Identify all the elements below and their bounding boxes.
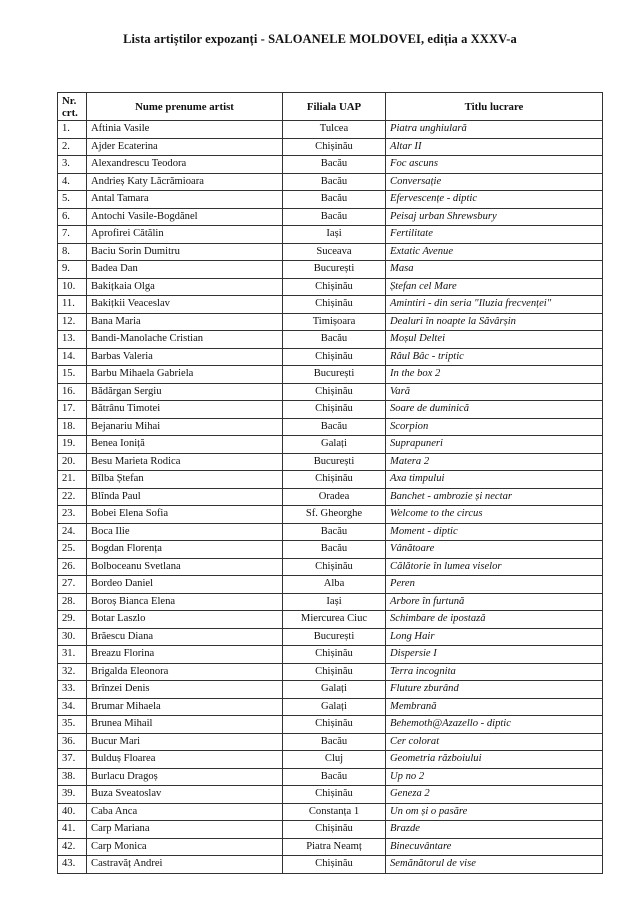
name-cell: Bejanariu Mihai [87,418,283,436]
nr-cell: 33. [58,681,87,699]
titlu-cell: Matera 2 [386,453,603,471]
table-header-row [58,93,603,121]
table-row [58,401,603,419]
filiala-cell: Bacău [283,331,386,349]
artists-table [57,92,603,874]
titlu-cell: Banchet - ambrozie și nectar [386,488,603,506]
titlu-cell: Scorpion [386,418,603,436]
table-row [58,681,603,699]
titlu-cell: Ștefan cel Mare [386,278,603,296]
filiala-cell: Miercurea Ciuc [283,611,386,629]
titlu-cell: Long Hair [386,628,603,646]
titlu-cell: Dealuri în noapte la Săvârșin [386,313,603,331]
table-row [58,786,603,804]
name-cell: Bana Maria [87,313,283,331]
name-cell: Bakițkii Veaceslav [87,296,283,314]
name-cell: Bandi-Manolache Cristian [87,331,283,349]
filiala-cell: Chișinău [283,646,386,664]
nr-cell: 7. [58,226,87,244]
name-cell: Bolboceanu Svetlana [87,558,283,576]
nr-cell: 23. [58,506,87,524]
titlu-cell: Amintiri - din seria "Iluzia frecvenței" [386,296,603,314]
nr-cell: 20. [58,453,87,471]
table-row [58,418,603,436]
filiala-cell: Sf. Gheorghe [283,506,386,524]
header-titlu: Titlu lucrare [386,93,603,121]
nr-cell: 39. [58,786,87,804]
titlu-cell: Masa [386,261,603,279]
filiala-cell: Iași [283,593,386,611]
table-row [58,733,603,751]
nr-cell: 13. [58,331,87,349]
nr-cell: 1. [58,121,87,139]
table-row [58,506,603,524]
name-cell: Bucur Mari [87,733,283,751]
name-cell: Alexandrescu Teodora [87,156,283,174]
titlu-cell: In the box 2 [386,366,603,384]
filiala-cell: Timișoara [283,313,386,331]
filiala-cell: Oradea [283,488,386,506]
name-cell: Blînda Paul [87,488,283,506]
header-nr-line2: crt. [62,106,78,119]
filiala-cell: Galați [283,436,386,454]
filiala-cell: București [283,628,386,646]
table-row [58,751,603,769]
table-row [58,313,603,331]
titlu-cell: Fluture zburând [386,681,603,699]
filiala-cell: Chișinău [283,138,386,156]
name-cell: Besu Marieta Rodica [87,453,283,471]
name-cell: Bulduș Floarea [87,751,283,769]
name-cell: Botar Laszlo [87,611,283,629]
filiala-cell: Chișinău [283,716,386,734]
nr-cell: 6. [58,208,87,226]
table-row [58,611,603,629]
name-cell: Carp Monica [87,838,283,856]
nr-cell: 36. [58,733,87,751]
table-row [58,138,603,156]
nr-cell: 21. [58,471,87,489]
titlu-cell: Membrană [386,698,603,716]
table-row [58,523,603,541]
titlu-cell: Soare de duminică [386,401,603,419]
name-cell: Caba Anca [87,803,283,821]
filiala-cell: Chișinău [283,471,386,489]
table-row [58,383,603,401]
filiala-cell: Suceava [283,243,386,261]
titlu-cell: Up no 2 [386,768,603,786]
nr-cell: 3. [58,156,87,174]
nr-cell: 11. [58,296,87,314]
titlu-cell: Moment - diptic [386,523,603,541]
filiala-cell: București [283,453,386,471]
table-row [58,331,603,349]
filiala-cell: Galați [283,681,386,699]
name-cell: Baciu Sorin Dumitru [87,243,283,261]
titlu-cell: Râul Bâc - triptic [386,348,603,366]
filiala-cell: Constanța 1 [283,803,386,821]
filiala-cell: Chișinău [283,278,386,296]
name-cell: Buza Sveatoslav [87,786,283,804]
table-row [58,261,603,279]
nr-cell: 16. [58,383,87,401]
name-cell: Antal Tamara [87,191,283,209]
nr-cell: 37. [58,751,87,769]
nr-cell: 9. [58,261,87,279]
table-row [58,436,603,454]
nr-cell: 26. [58,558,87,576]
table-row [58,838,603,856]
table-row [58,278,603,296]
filiala-cell: Chișinău [283,663,386,681]
table-row [58,243,603,261]
name-cell: Bobei Elena Sofia [87,506,283,524]
titlu-cell: Un om și o pasăre [386,803,603,821]
table-row [58,558,603,576]
table-row [58,856,603,874]
titlu-cell: Peisaj urban Shrewsbury [386,208,603,226]
name-cell: Burlacu Dragoș [87,768,283,786]
nr-cell: 14. [58,348,87,366]
table-row [58,453,603,471]
nr-cell: 22. [58,488,87,506]
header-nr-line1: Nr. [62,94,77,107]
nr-cell: 38. [58,768,87,786]
titlu-cell: Altar II [386,138,603,156]
table-row [58,646,603,664]
filiala-cell: Chișinău [283,296,386,314]
titlu-cell: Vânătoare [386,541,603,559]
filiala-cell: Tulcea [283,121,386,139]
titlu-cell: Vară [386,383,603,401]
nr-cell: 28. [58,593,87,611]
nr-cell: 12. [58,313,87,331]
filiala-cell: Iași [283,226,386,244]
nr-cell: 40. [58,803,87,821]
filiala-cell: Bacău [283,191,386,209]
filiala-cell: Bacău [283,733,386,751]
name-cell: Barbas Valeria [87,348,283,366]
table-row [58,716,603,734]
titlu-cell: Arbore în furtună [386,593,603,611]
nr-cell: 41. [58,821,87,839]
table-row [58,803,603,821]
nr-cell: 25. [58,541,87,559]
table-row [58,226,603,244]
table-row [58,628,603,646]
header-filiala: Filiala UAP [283,93,386,121]
name-cell: Carp Mariana [87,821,283,839]
filiala-cell: Bacău [283,768,386,786]
nr-cell: 29. [58,611,87,629]
table-row [58,698,603,716]
titlu-cell: Binecuvântare [386,838,603,856]
filiala-cell: Chișinău [283,348,386,366]
table-row [58,768,603,786]
filiala-cell: Chișinău [283,786,386,804]
name-cell: Antochi Vasile-Bogdănel [87,208,283,226]
name-cell: Bătrânu Timotei [87,401,283,419]
table-row [58,593,603,611]
name-cell: Bîlba Ștefan [87,471,283,489]
table-row [58,488,603,506]
name-cell: Bakițkaia Olga [87,278,283,296]
titlu-cell: Piatra unghiulară [386,121,603,139]
nr-cell: 2. [58,138,87,156]
name-cell: Benea Ioniță [87,436,283,454]
filiala-cell: Bacău [283,208,386,226]
table-body [58,121,603,874]
table-row [58,471,603,489]
filiala-cell: Chișinău [283,401,386,419]
name-cell: Brînzei Denis [87,681,283,699]
filiala-cell: Piatra Neamț [283,838,386,856]
name-cell: Brumar Mihaela [87,698,283,716]
titlu-cell: Peren [386,576,603,594]
name-cell: Aprofirei Cătălin [87,226,283,244]
table-row [58,663,603,681]
titlu-cell: Suprapuneri [386,436,603,454]
table-row [58,821,603,839]
table-row [58,191,603,209]
name-cell: Breazu Florina [87,646,283,664]
titlu-cell: Foc ascuns [386,156,603,174]
name-cell: Aftinia Vasile [87,121,283,139]
titlu-cell: Brazde [386,821,603,839]
titlu-cell: Schimbare de ipostază [386,611,603,629]
table-row [58,296,603,314]
table-row [58,541,603,559]
nr-cell: 32. [58,663,87,681]
nr-cell: 24. [58,523,87,541]
name-cell: Brigalda Eleonora [87,663,283,681]
nr-cell: 42. [58,838,87,856]
table-row [58,576,603,594]
table-row [58,173,603,191]
name-cell: Bordeo Daniel [87,576,283,594]
page-title: Lista artiștilor expozanți - SALOANELE MOLDOVEI, ediția a XXXV-a [123,32,517,46]
filiala-cell: Chișinău [283,821,386,839]
titlu-cell: Dispersie I [386,646,603,664]
filiala-cell: Bacău [283,541,386,559]
table-row [58,366,603,384]
filiala-cell: Bacău [283,156,386,174]
name-cell: Andrieș Katy Lăcrămioara [87,173,283,191]
table-row [58,208,603,226]
nr-cell: 31. [58,646,87,664]
name-cell: Barbu Mihaela Gabriela [87,366,283,384]
name-cell: Ajder Ecaterina [87,138,283,156]
header-name: Nume prenume artist [87,93,283,121]
titlu-cell: Conversație [386,173,603,191]
filiala-cell: Alba [283,576,386,594]
titlu-cell: Geometria războiului [386,751,603,769]
table-row [58,156,603,174]
nr-cell: 34. [58,698,87,716]
titlu-cell: Cer colorat [386,733,603,751]
filiala-cell: București [283,366,386,384]
titlu-cell: Behemoth@Azazello - diptic [386,716,603,734]
nr-cell: 19. [58,436,87,454]
titlu-cell: Welcome to the circus [386,506,603,524]
nr-cell: 8. [58,243,87,261]
filiala-cell: Chișinău [283,856,386,874]
filiala-cell: Cluj [283,751,386,769]
titlu-cell: Moșul Deltei [386,331,603,349]
titlu-cell: Călătorie în lumea viselor [386,558,603,576]
name-cell: Brăescu Diana [87,628,283,646]
name-cell: Brunea Mihail [87,716,283,734]
titlu-cell: Fertilitate [386,226,603,244]
nr-cell: 30. [58,628,87,646]
nr-cell: 5. [58,191,87,209]
filiala-cell: Galați [283,698,386,716]
nr-cell: 18. [58,418,87,436]
filiala-cell: Chișinău [283,383,386,401]
nr-cell: 15. [58,366,87,384]
nr-cell: 35. [58,716,87,734]
table-row [58,348,603,366]
titlu-cell: Extatic Avenue [386,243,603,261]
filiala-cell: Chișinău [283,558,386,576]
name-cell: Boca Ilie [87,523,283,541]
titlu-cell: Geneza 2 [386,786,603,804]
nr-cell: 17. [58,401,87,419]
nr-cell: 10. [58,278,87,296]
filiala-cell: Bacău [283,523,386,541]
name-cell: Badea Dan [87,261,283,279]
titlu-cell: Semănătorul de vise [386,856,603,874]
nr-cell: 43. [58,856,87,874]
table-row [58,121,603,139]
name-cell: Bădărgan Sergiu [87,383,283,401]
nr-cell: 4. [58,173,87,191]
titlu-cell: Terra incognita [386,663,603,681]
filiala-cell: Bacău [283,173,386,191]
name-cell: Boroș Bianca Elena [87,593,283,611]
name-cell: Castravăț Andrei [87,856,283,874]
nr-cell: 27. [58,576,87,594]
name-cell: Bogdan Florența [87,541,283,559]
titlu-cell: Axa timpului [386,471,603,489]
filiala-cell: Bacău [283,418,386,436]
header-nr [58,93,87,121]
filiala-cell: București [283,261,386,279]
titlu-cell: Efervescențe - diptic [386,191,603,209]
